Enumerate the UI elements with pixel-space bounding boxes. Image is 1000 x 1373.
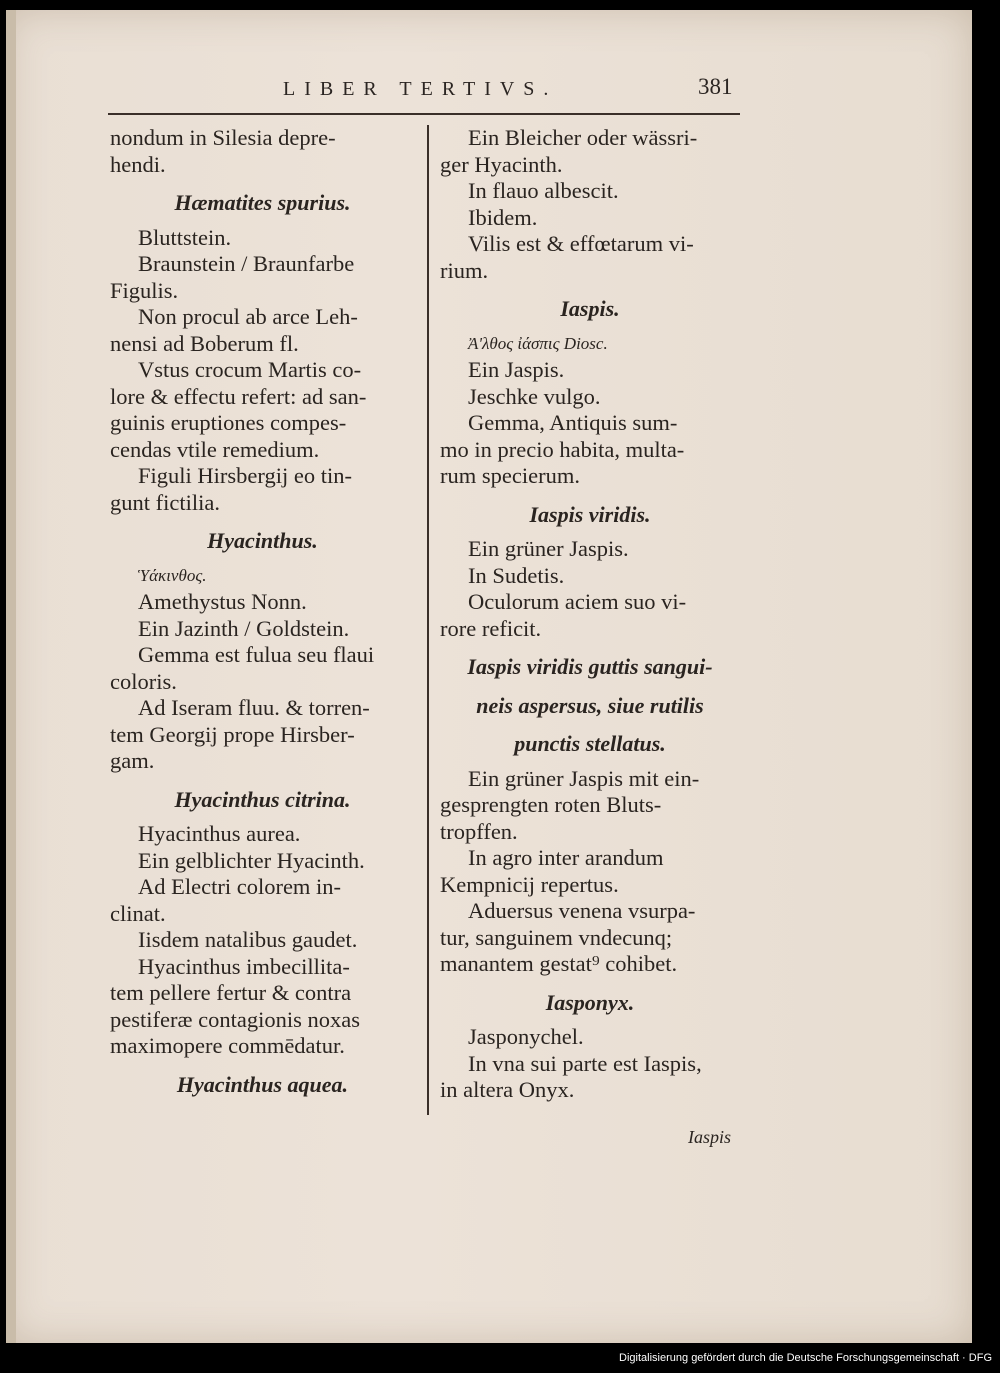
text-line: Hyacinthus aurea. xyxy=(138,821,301,846)
text-line: Gemma est fulua seu flaui xyxy=(138,642,375,667)
text-line: In flauo albescit. xyxy=(468,178,619,203)
right-column xyxy=(440,125,740,1104)
text-line: In Sudetis. xyxy=(468,562,565,588)
text-line: coloris. xyxy=(110,668,177,694)
text-line: tem Georgij prope Hirsber- xyxy=(110,721,355,747)
text-line: Ein Jazinth / Goldstein. xyxy=(138,615,350,641)
text-line: gesprengten roten Bluts- xyxy=(440,792,662,817)
text-line: lore & effectu refert: ad san- xyxy=(110,383,367,409)
section-heading: Iaspis viridis. xyxy=(529,501,651,527)
text-line: pestiferæ contagionis noxas xyxy=(110,1006,360,1032)
text-line: mo in precio habita, multa- xyxy=(440,436,685,462)
text-line: Kempnicij repertus. xyxy=(440,871,619,897)
text-line: Oculorum aciem suo vi- xyxy=(468,589,687,614)
text-line: in altera Onyx. xyxy=(440,1077,575,1102)
text-line: Vilis est & effœtarum vi- xyxy=(468,231,694,256)
page-edge xyxy=(6,10,16,1343)
text-line: tropffen. xyxy=(440,818,518,844)
text-line: Ein Jaspis. xyxy=(468,357,565,382)
section-heading: Hyacinthus. xyxy=(207,528,318,553)
left-column xyxy=(110,125,415,1106)
text-line: ger Hyacinth. xyxy=(440,151,563,177)
text-line: Ein grüner Jaspis. xyxy=(468,536,629,561)
text-line: Ibidem. xyxy=(468,204,538,230)
section-heading: Hyacinthus aquea. xyxy=(176,1071,349,1097)
catchword: Iaspis xyxy=(688,1127,732,1147)
text-line: Ein Bleicher oder wässri- xyxy=(468,125,698,150)
text-line: Bluttstein. xyxy=(138,224,232,250)
text-line: tem pellere fertur & contra xyxy=(110,980,352,1005)
text-line: Figuli Hirsbergij eo tin- xyxy=(138,463,352,488)
text-line: Jeschke vulgo. xyxy=(468,383,601,409)
text-line: gam. xyxy=(110,748,155,773)
text-line: nensi ad Boberum fl. xyxy=(110,330,299,356)
section-heading: punctis stellatus. xyxy=(514,731,666,756)
text-line: Ad Iseram fluu. & torren- xyxy=(138,695,370,720)
column-divider xyxy=(427,125,429,1115)
text-line: Ein gelblichter Hyacinth. xyxy=(138,847,365,873)
text-line: cendas vtile remedium. xyxy=(110,436,320,462)
header-rule xyxy=(108,113,740,115)
section-heading: Iaspis. xyxy=(560,296,620,321)
text-line: maximopere commēdatur. xyxy=(110,1033,345,1058)
dfg-footer: Digitalisierung gefördert durch die Deutsche Forschungsgemeinschaft · DFG xyxy=(619,1352,992,1364)
text-line: guinis eruptiones compes- xyxy=(110,410,347,435)
text-line: Jasponychel. xyxy=(468,1024,584,1049)
text-line: tur, sanguinem vndecunq; xyxy=(440,924,673,950)
section-heading: neis aspersus, siue rutilis xyxy=(476,692,704,718)
text-line: hendi. xyxy=(110,151,166,177)
text-line: rore reficit. xyxy=(440,615,542,641)
text-line: Figulis. xyxy=(110,277,179,303)
text-line: Ein grüner Jaspis mit ein- xyxy=(468,765,700,791)
text-line: rum specierum. xyxy=(440,463,580,488)
text-line: Ad Electri colorem in- xyxy=(138,874,342,899)
text-line: Gemma, Antiquis sum- xyxy=(468,410,678,435)
text-line: Ἀ'λθος ἰάσπις Diosc. xyxy=(468,333,608,353)
section-heading: Iasponyx. xyxy=(545,989,635,1015)
text-line: Amethystus Nonn. xyxy=(138,589,307,614)
page-number: 381 xyxy=(698,74,733,99)
text-line: In vna sui parte est Iaspis, xyxy=(468,1050,702,1076)
text-line: nondum in Silesia depre- xyxy=(110,125,336,150)
text-line: gunt fictilia. xyxy=(110,489,220,515)
text-line: Iisdem natalibus gaudet. xyxy=(138,927,358,952)
section-heading: Hyacinthus citrina. xyxy=(174,786,351,812)
text-line: Ὑάκινθος. xyxy=(138,565,207,585)
text-line: rium. xyxy=(440,257,489,283)
text-line: In agro inter arandum xyxy=(468,845,664,870)
text-line: Non procul ab arce Leh- xyxy=(138,304,358,329)
text-line: Vstus crocum Martis co- xyxy=(138,357,362,382)
running-header: LIBER TERTIVS. xyxy=(283,78,558,100)
text-line: Hyacinthus imbecillita- xyxy=(138,953,350,979)
text-line: manantem gestat⁹ cohibet. xyxy=(440,951,678,976)
text-line: Aduersus venena vsurpa- xyxy=(468,898,696,923)
text-line: clinat. xyxy=(110,900,166,926)
section-heading: Hæmatites spurius. xyxy=(174,190,351,215)
text-line: Braunstein / Braunfarbe xyxy=(138,251,355,276)
section-heading: Iaspis viridis guttis sangui- xyxy=(467,654,713,679)
